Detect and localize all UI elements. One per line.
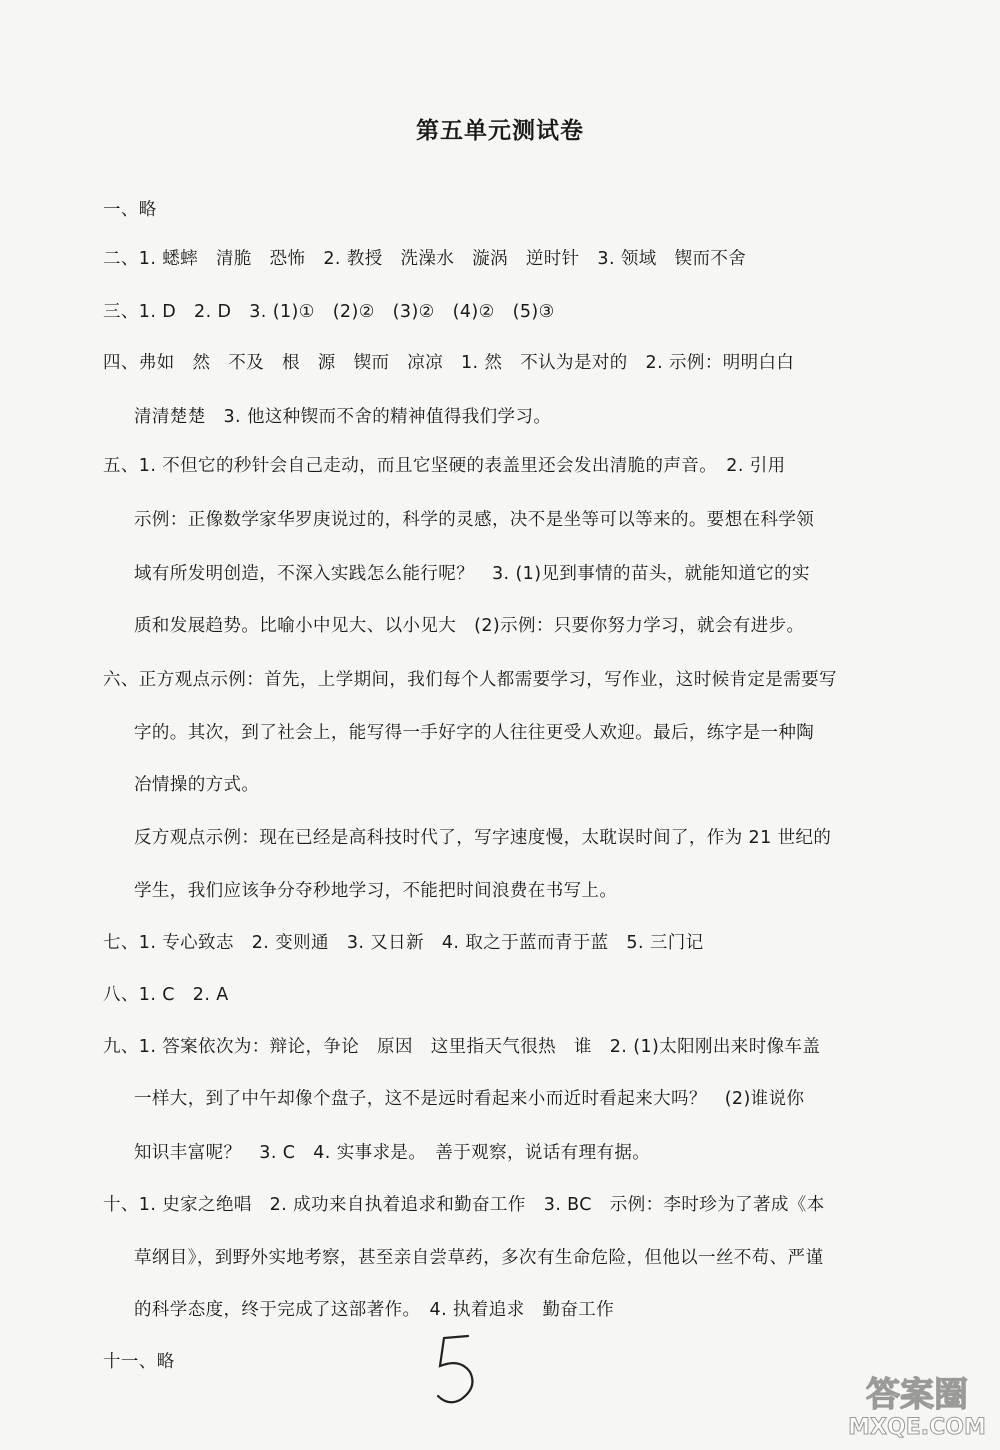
- answer-line: 六、正方观点示例：首先，上学期间，我们每个人都需要学习，写作业，这时候肯定是需要写: [103, 670, 837, 690]
- answer-line: 示例：正像数学家华罗庚说过的，科学的灵感，决不是坐等可以等来的。要想在科学领: [134, 510, 815, 530]
- answer-line: 二、1. 蟋蟀 清脆 恐怖 2. 教授 洗澡水 漩涡 逆时针 3. 领域 锲而不舍: [103, 249, 747, 269]
- answer-line: 十一、略: [103, 1352, 175, 1372]
- answer-line: 冶情操的方式。: [134, 775, 260, 795]
- answer-line: 三、1. D 2. D 3. (1)① (2)② (3)② (4)② (5)③: [103, 302, 555, 322]
- answer-line: 域有所发明创造，不深入实践怎么能行呢？ 3. (1)见到事情的苗头，就能知道它的实: [134, 564, 810, 584]
- answer-line: 八、1. C 2. A: [103, 985, 229, 1005]
- answer-line: 十、1. 史家之绝唱 2. 成功来自执着追求和勤奋工作 3. BC 示例：李时珍为了著成《本: [103, 1195, 825, 1215]
- answer-line: 一、略: [103, 200, 157, 220]
- answer-line: 七、1. 专心致志 2. 变则通 3. 又日新 4. 取之于蓝而青于蓝 5. 三门记: [103, 933, 704, 953]
- handwritten-page-number: [430, 1330, 490, 1410]
- answer-line: 一样大，到了中午却像个盘子，这不是远时看起来小而近时看起来大吗？ (2)谁说你: [134, 1089, 805, 1109]
- answer-line: 字的。其次，到了社会上，能写得一手好字的人往往更受人欢迎。最后，练字是一种陶: [134, 723, 815, 743]
- svg-text:答案圈: 答案圈: [866, 1375, 968, 1415]
- answer-line: 草纲目》，到野外实地考察，甚至亲自尝草药，多次有生命危险，但他以一丝不苟、严谨: [134, 1248, 824, 1268]
- answer-line: 九、1. 答案依次为：辩论，争论 原因 这里指天气很热 谁 2. (1)太阳刚出来时像车盖: [103, 1037, 821, 1057]
- answer-line: 五、1. 不但它的秒针会自己走动，而且它坚硬的表盖里还会发出清脆的声音。 2. 引用: [103, 456, 786, 476]
- answer-line: 的科学态度，终于完成了这部著作。 4. 执着追求 勤奋工作: [134, 1300, 615, 1320]
- answer-line: 学生，我们应该争分夺秒地学习，不能把时间浪费在书写上。: [134, 881, 618, 901]
- answer-line: 知识丰富呢？ 3. C 4. 实事求是。 善于观察，说话有理有据。: [134, 1143, 651, 1163]
- answer-line: 清清楚楚 3. 他这种锲而不舍的精神值得我们学习。: [134, 407, 552, 427]
- answer-line: 四、弗如 然 不及 根 源 锲而 凉凉 1. 然 不认为是对的 2. 示例：明明白白: [103, 353, 795, 373]
- watermark-logo: [842, 1362, 992, 1442]
- page-title: 第五单元测试卷: [416, 117, 584, 144]
- svg-text:MXQE.COM: MXQE.COM: [848, 1415, 986, 1440]
- answer-line: 质和发展趋势。比喻小中见大、以小见大 (2)示例：只要你努力学习，就会有进步。: [134, 616, 805, 636]
- answer-line: 反方观点示例：现在已经是高科技时代了，写字速度慢，太耽误时间了，作为 21 世纪的: [134, 828, 832, 848]
